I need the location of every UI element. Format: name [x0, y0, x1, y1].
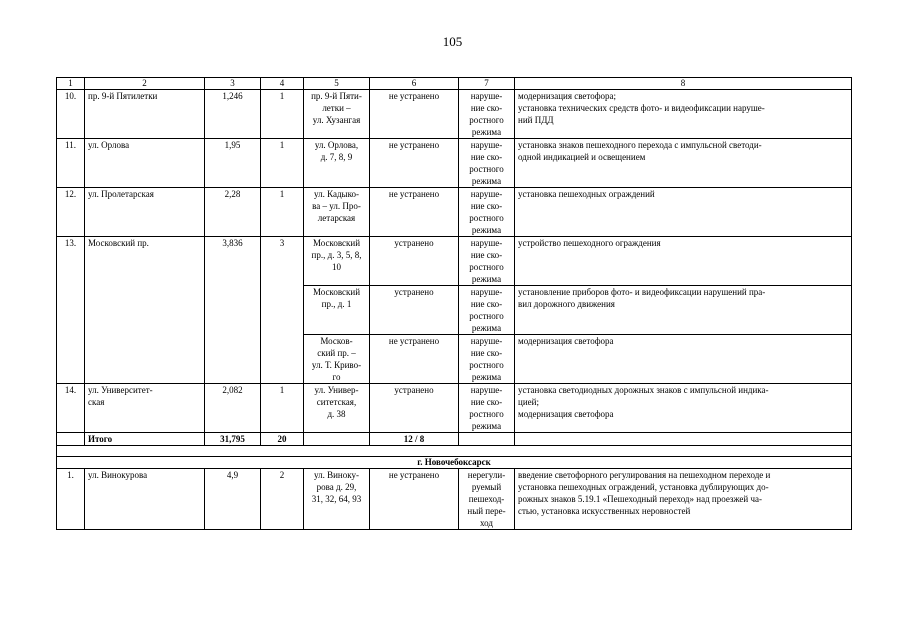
table-row: [57, 384, 852, 433]
col-header: 2: [85, 78, 205, 90]
col-header: 4: [261, 78, 304, 90]
accident-reason: нерегули- руемый пешеход- ный пере- ход: [459, 469, 515, 530]
site-count: 1: [261, 188, 304, 237]
spacer-row: [57, 446, 852, 457]
col-header: 1: [57, 78, 85, 90]
spacer-cell: [57, 446, 852, 457]
total-status: 12 / 8: [370, 433, 459, 446]
table-row: [57, 139, 852, 188]
site-count: 1: [261, 90, 304, 139]
site-location: Московский пр., д. 1: [304, 286, 370, 335]
site-location: ул. Универ- ситетская, д. 38: [304, 384, 370, 433]
measures: установка пешеходных ограждений: [515, 188, 852, 237]
fix-status: не устранено: [370, 139, 459, 188]
row-number: 12.: [57, 188, 85, 237]
section-length: 2,28: [205, 188, 261, 237]
section-title: г. Новочебоксарск: [57, 457, 852, 469]
accident-reason: наруше- ние ско- ростного режима: [459, 90, 515, 139]
measures: установление приборов фото- и видеофиксации нарушений пра- вил дорожного движения: [515, 286, 852, 335]
street-name: пр. 9-й Пятилетки: [85, 90, 205, 139]
fix-status: не устранено: [370, 469, 459, 530]
fix-status: не устранено: [370, 335, 459, 384]
street-name: ул. Пролетарская: [85, 188, 205, 237]
accident-reason: наруше- ние ско- ростного режима: [459, 286, 515, 335]
row-number: 13.: [57, 237, 85, 384]
fix-status: устранено: [370, 384, 459, 433]
accident-reason: наруше- ние ско- ростного режима: [459, 384, 515, 433]
site-location: пр. 9-й Пяти- летки – ул. Хузангая: [304, 90, 370, 139]
total-row: [57, 433, 852, 446]
accident-reason: наруше- ние ско- ростного режима: [459, 237, 515, 286]
col-header: 3: [205, 78, 261, 90]
section-length: 4,9: [205, 469, 261, 530]
accident-reason: наруше- ние ско- ростного режима: [459, 139, 515, 188]
fix-status: устранено: [370, 237, 459, 286]
site-location: ул. Виноку- рова д. 29, 31, 32, 64, 93: [304, 469, 370, 530]
measures: модернизация светофора: [515, 335, 852, 384]
total-length: 31,795: [205, 433, 261, 446]
section-length: 1,95: [205, 139, 261, 188]
total-blank: [515, 433, 852, 446]
page-number: 105: [442, 34, 463, 49]
section-length: 1,246: [205, 90, 261, 139]
total-blank: [459, 433, 515, 446]
total-blank: [304, 433, 370, 446]
row-number: 1.: [57, 469, 85, 530]
site-count: 1: [261, 384, 304, 433]
site-location: Москов- ский пр. – ул. Т. Криво- го: [304, 335, 370, 384]
site-location: Московский пр., д. 3, 5, 8, 10: [304, 237, 370, 286]
col-header: 8: [515, 78, 852, 90]
street-name: Московский пр.: [85, 237, 205, 384]
section-length: 2,082: [205, 384, 261, 433]
accident-sites-table: [56, 77, 852, 530]
table-row: [57, 90, 852, 139]
row-number: 11.: [57, 139, 85, 188]
col-header: 5: [304, 78, 370, 90]
section-length: 3,836: [205, 237, 261, 384]
site-count: 2: [261, 469, 304, 530]
table-row: [57, 469, 852, 530]
accident-reason: наруше- ние ско- ростного режима: [459, 188, 515, 237]
measures: модернизация светофора; установка технических средств фото- и видеофиксации наруше- ний ПДД: [515, 90, 852, 139]
site-count: 3: [261, 237, 304, 384]
measures: установка знаков пешеходного перехода с импульсной светоди- одной индикацией и освещением: [515, 139, 852, 188]
street-name: ул. Орлова: [85, 139, 205, 188]
total-label: Итого: [85, 433, 205, 446]
section-header-row: [57, 457, 852, 469]
total-blank: [57, 433, 85, 446]
fix-status: не устранено: [370, 90, 459, 139]
total-count: 20: [261, 433, 304, 446]
measures: введение светофорного регулирования на пешеходном переходе и установка пешеходных ограждений, установка дублирующих до- рожных знаков 5.19.1 «Пешеходный переход» над проезжей ча- стью, установка искусственных неровностей: [515, 469, 852, 530]
fix-status: не устранено: [370, 188, 459, 237]
site-count: 1: [261, 139, 304, 188]
site-location: ул. Орлова, д. 7, 8, 9: [304, 139, 370, 188]
row-number: 10.: [57, 90, 85, 139]
col-header: 6: [370, 78, 459, 90]
measures: устройство пешеходного ограждения: [515, 237, 852, 286]
column-number-row: [57, 78, 852, 90]
site-location: ул. Кадыко- ва – ул. Про- летарская: [304, 188, 370, 237]
street-name: ул. Винокурова: [85, 469, 205, 530]
table-row: [57, 237, 852, 286]
measures: установка светодиодных дорожных знаков с импульсной индика- цией; модернизация светофора: [515, 384, 852, 433]
accident-reason: наруше- ние ско- ростного режима: [459, 335, 515, 384]
row-number: 14.: [57, 384, 85, 433]
col-header: 7: [459, 78, 515, 90]
street-name: ул. Университет- ская: [85, 384, 205, 433]
fix-status: устранено: [370, 286, 459, 335]
table-row: [57, 188, 852, 237]
